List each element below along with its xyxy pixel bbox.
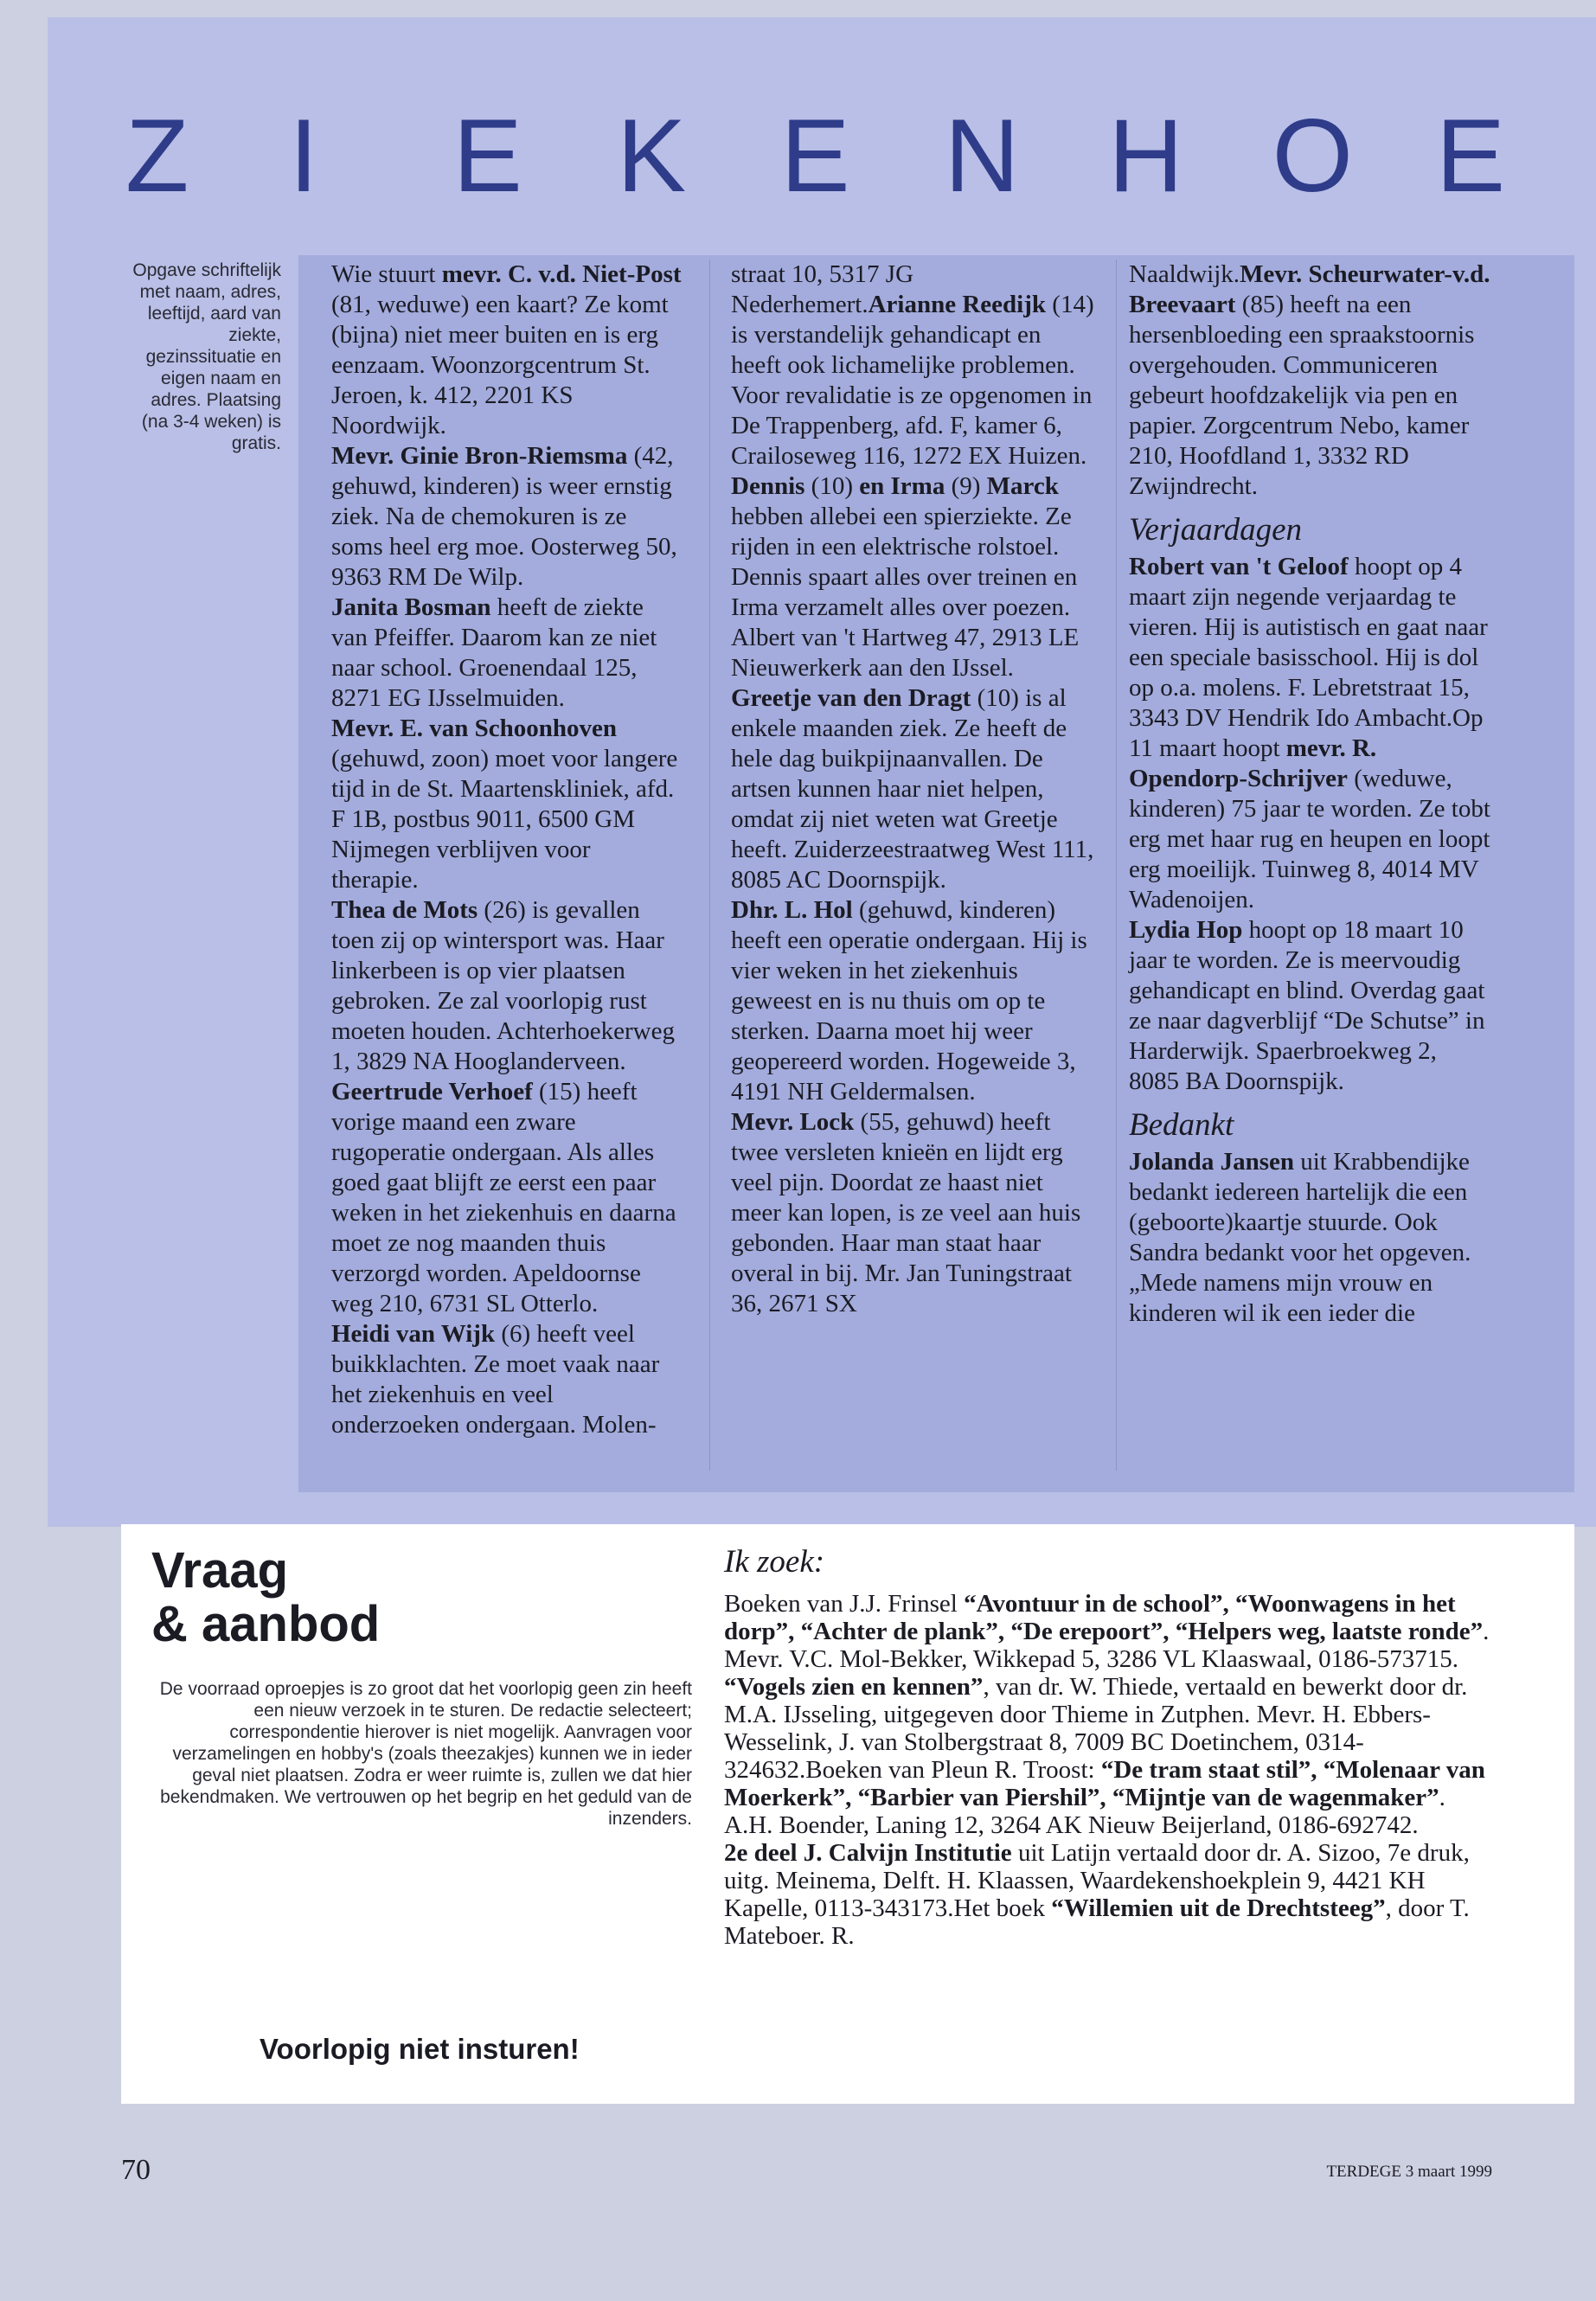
ik-zoek-list (724, 1590, 1494, 1950)
vraag-aanbod-title-line2: & aanbod (151, 1596, 381, 1652)
entry-text: (9) (945, 472, 987, 500)
entry-name: Marck (986, 472, 1059, 500)
title-letter: E (1436, 98, 1506, 214)
sidebar-note: Opgave schriftelijk met naam, adres, leeftijd, aard van ziekte, gezinssituatie en eigen naam en adres. Plaatsing (na 3-4 weken) is gratis. (132, 260, 281, 453)
entry-name: mevr. C. v.d. Niet-Post (441, 260, 682, 288)
entry-text: (15) heeft vorige maand een zware rugoperatie ondergaan. Als alles goed gaat blijft ze eerst een paar weken in het ziekenhuis en daarna moet ze nog maanden thuis verzorgd worden. Apeldoornse weg 210, 6731 SL Otterlo. (331, 1078, 676, 1317)
entry-name: Dennis (731, 472, 805, 500)
ik-zoek-section (724, 1544, 1494, 1950)
list-item (731, 260, 1094, 471)
entry-name: Mevr. E. van Schoonhoven (331, 715, 618, 742)
column-3 (1129, 260, 1492, 1329)
list-item (331, 1077, 682, 1319)
list-item (731, 683, 1094, 895)
verjaardagen-list (1129, 552, 1492, 1097)
list-item (1129, 260, 1492, 502)
entry-text: (42, gehuwd, kinderen) is weer ernstig ziek. Na de chemokuren is ze soms heel erg moe. Oosterweg 50, 9363 RM De Wilp. (331, 442, 677, 591)
entry-text: (6) heeft veel buikklachten. Ze moet vaak naar het ziekenhuis en veel onderzoeken ondergaan. Molen- (331, 1320, 660, 1439)
list-item (1129, 1147, 1492, 1329)
list-item (724, 1590, 1494, 1673)
title-letter: E (452, 98, 522, 214)
entry-name: Mevr. Lock (731, 1108, 855, 1136)
title-letter: H (1108, 98, 1183, 214)
entry-text: Het boek (953, 1894, 1052, 1922)
title-letter: I (289, 98, 318, 214)
entry-text: hoopt op 18 maart 10 jaar te worden. Ze is meervoudig gehandicapt en blind. Overdag gaat ze naar dagverblijf “De Schutse” in Harderwijk. Spaerbroekweg 2, 8085 BA Doornspijk. (1129, 916, 1485, 1095)
title-letter: E (780, 98, 850, 214)
entry-text: hoopt op 4 maart zijn negende verjaardag te vieren. Hij is autistisch en gaat naar een speciale basisschool. Hij is dol op o.a. molens. F. Lebretstraat 15, 3343 DV Hendrik Ido Ambacht. (1129, 553, 1488, 732)
column-divider (1116, 260, 1117, 1471)
entry-name: Mevr. Scheurwater-v.d. Breevaart (1129, 260, 1490, 318)
column-3-top (1129, 260, 1492, 502)
title-letter: Z (125, 98, 189, 214)
entry-name: mevr. R. Opendorp-Schrijver (1129, 734, 1377, 792)
entry-text: Naaldwijk. (1129, 260, 1240, 288)
entry-name: Jolanda Jansen (1129, 1148, 1294, 1176)
entry-text: , van dr. W. Thiede, vertaald en bewerkt door dr. M.A. IJsseling, uitgegeven door Thieme in Zutphen. Mevr. H. Ebbers-Wesselink, J. van Stolbergstraat 8, 7009 BC Doetinchem, 0314-324632. (724, 1673, 1468, 1784)
list-item (331, 260, 682, 441)
entry-name: “Vogels zien en kennen” (724, 1673, 984, 1701)
entry-name: Thea de Mots (331, 896, 478, 924)
section-title (48, 91, 1596, 221)
entry-text: „Mede namens mijn vrouw en kinderen wil ik een ieder die (1129, 1269, 1433, 1327)
column-divider (709, 260, 710, 1471)
title-letter: N (944, 98, 1020, 214)
entry-name: Robert van 't Geloof (1129, 553, 1349, 580)
entry-name: Heidi van Wijk (331, 1320, 496, 1348)
entry-name: Greetje van den Dragt (731, 684, 971, 712)
entry-text: (55, gehuwd) heeft twee versleten knieën en lijdt erg veel pijn. Doordat ze haast niet meer kan lopen, is ze veel aan huis gebonden. Haar man staat haar overal in bij. Mr. Jan Tuningstraat 36, 2671 SX (731, 1108, 1081, 1317)
vraag-aanbod-title-line1: Vraag (151, 1542, 288, 1599)
list-item (731, 895, 1094, 1107)
list-item (1129, 915, 1492, 1097)
entry-text: (gehuwd, kinderen) heeft een operatie ondergaan. Hij is vier weken in het ziekenhuis geweest en is nu thuis om op te sterken. Daarna moet hij weer geopereerd worden. Hogeweide 3, 4191 NH Geldermalsen. (731, 896, 1087, 1106)
entry-name: “Avontuur in de school”, “Woonwagens in het dorp”, “Achter de plank”, “De erepoort”, “Helpers weg, laatste ronde” (724, 1590, 1484, 1645)
entry-name: Lydia Hop (1129, 916, 1243, 944)
entry-text: Boeken van Pleun R. Troost: (805, 1756, 1101, 1784)
entry-name: Janita Bosman (331, 593, 491, 621)
entry-name: “Willemien uit de Drechtsteeg” (1051, 1894, 1386, 1922)
entry-text: (gehuwd, zoon) moet voor langere tijd in de St. Maartenskliniek, afd. F 1B, postbus 9011, 6500 GM Nijmegen verblijven voor therapie. (331, 745, 678, 894)
list-item (724, 1673, 1494, 1839)
list-item (331, 441, 682, 593)
entry-text: (14) is verstandelijk gehandicapt en heeft ook lichamelijke problemen. Voor revalidatie is ze opgenomen in De Trappenberg, afd. F, kamer 6, Crailoseweg 116, 1272 EX Huizen. (731, 291, 1094, 470)
list-item (724, 1839, 1494, 1950)
entry-text: Op 11 maart hoopt (1129, 704, 1484, 762)
entry-text: uit Latijn vertaald door dr. A. Sizoo, 7e druk, uitg. Meinema, Delft. H. Klaassen, Waardekenshoekplein 9, 4421 KH Kapelle, 0113-343173. (724, 1839, 1470, 1922)
title-letter: O (1272, 98, 1353, 214)
entry-name: 2e deel J. Calvijn Institutie (724, 1839, 1012, 1867)
list-item (331, 593, 682, 714)
entry-name: en Irma (859, 472, 945, 500)
entry-text: . A.H. Boender, Laning 12, 3264 AK Nieuw Beijerland, 0186-692742. (724, 1784, 1445, 1839)
entry-text: hebben allebei een spierziekte. Ze rijden in een elektrische rolstoel. Dennis spaart alles over treinen en Irma verzamelt alles over poezen. Albert van 't Hartweg 47, 2913 LE Nieuwerkerk aan den IJssel. (731, 503, 1080, 682)
title-letter: K (617, 98, 687, 214)
entry-text: . Mevr. V.C. Mol-Bekker, Wikkepad 5, 3286 VL Klaaswaal, 0186-573715. (724, 1618, 1490, 1673)
entry-text: Wie stuurt (331, 260, 442, 288)
vraag-aanbod-title (151, 1544, 380, 1651)
entry-text: heeft de ziekte van Pfeiffer. Daarom kan ze niet naar school. Groenendaal 125, 8271 EG IJsselmuiden. (331, 593, 657, 712)
list-item (331, 714, 682, 895)
magazine-issue: TERDEGE 3 maart 1999 (1326, 2163, 1492, 2181)
list-item (731, 1107, 1094, 1319)
entry-text: (10) (804, 472, 860, 500)
entry-name: Arianne Reedijk (868, 291, 1047, 318)
entry-text: (85) heeft na een hersenbloeding een spraakstoornis overgehouden. Communiceren gebeurt hoofdzakelijk via pen en papier. Zorgcentrum Nebo, kamer 210, Hoofdland 1, 3332 RD Zwijndrecht. (1129, 291, 1475, 500)
entry-text: (26) is gevallen toen zij op wintersport was. Haar linkerbeen is op vier plaatsen gebroken. Ze zal voorlopig rust moeten houden. Achterhoekerweg 1, 3829 NA Hooglanderveen. (331, 896, 675, 1075)
column-1 (331, 260, 682, 1440)
entry-name: Geertrude Verhoef (331, 1078, 533, 1106)
verjaardagen-heading: Verjaardagen (1129, 512, 1303, 548)
vraag-aanbod-intro: De voorraad oproepjes is zo groot dat het voorlopig geen zin heeft een nieuw verzoek in te sturen. De redactie selecteert; correspondentie hierover is niet mogelijk. Aanvragen voor verzamelingen en hobby's (zoals theezakjes) kunnen we in ieder geval niet plaatsen. Zodra er weer ruimte is, zullen we dat hier bekendmaken. We vertrouwen op het begrip en het geduld van de inzenders. (159, 1679, 692, 1829)
entry-name: Dhr. L. Hol (731, 896, 853, 924)
entry-name: Mevr. Ginie Bron-Riemsma (331, 442, 628, 470)
ik-zoek-heading: Ik zoek: (724, 1544, 825, 1580)
entry-text: , door T. Mateboer. R. (724, 1894, 1470, 1950)
list-item (331, 1319, 682, 1440)
list-item (331, 895, 682, 1077)
entry-text: Boeken van J.J. Frinsel (724, 1590, 965, 1618)
vraag-aanbod-note: Voorlopig niet insturen! (260, 2033, 580, 2065)
column-2 (731, 260, 1094, 1319)
bedankt-list (1129, 1147, 1492, 1329)
entry-text: straat 10, 5317 JG Nederhemert. (731, 260, 914, 318)
page-number: 70 (121, 2154, 151, 2186)
entry-text: (81, weduwe) een kaart? Ze komt (bijna) niet meer buiten en is erg eenzaam. Woonzorgcentrum St. Jeroen, k. 412, 2201 KS Noordwijk. (331, 291, 669, 439)
list-item (1129, 552, 1492, 915)
entry-text: uit Krabbendijke bedankt iedereen hartelijk die een (geboorte)kaartje stuurde. Ook Sandra bedankt voor het opgeven. (1129, 1148, 1471, 1266)
list-item (731, 471, 1094, 683)
entry-text: (weduwe, kinderen) 75 jaar te worden. Ze tobt erg met haar rug en heupen en loopt erg moeilijk. Tuinweg 8, 4014 MV Wadenoijen. (1129, 765, 1490, 913)
entry-name: “De tram staat stil”, “Molenaar van Moerkerk”, “Barbier van Piershil”, “Mijntje van de wagenmaker” (724, 1756, 1485, 1811)
entry-text: (10) is al enkele maanden ziek. Ze heeft de hele dag buikpijnaanvallen. De artsen kunnen haar niet helpen, omdat zij niet weten wat Greetje heeft. Zuiderzeestraatweg West 111, 8085 AC Doornspijk. (731, 684, 1094, 894)
bedankt-heading: Bedankt (1129, 1107, 1234, 1143)
